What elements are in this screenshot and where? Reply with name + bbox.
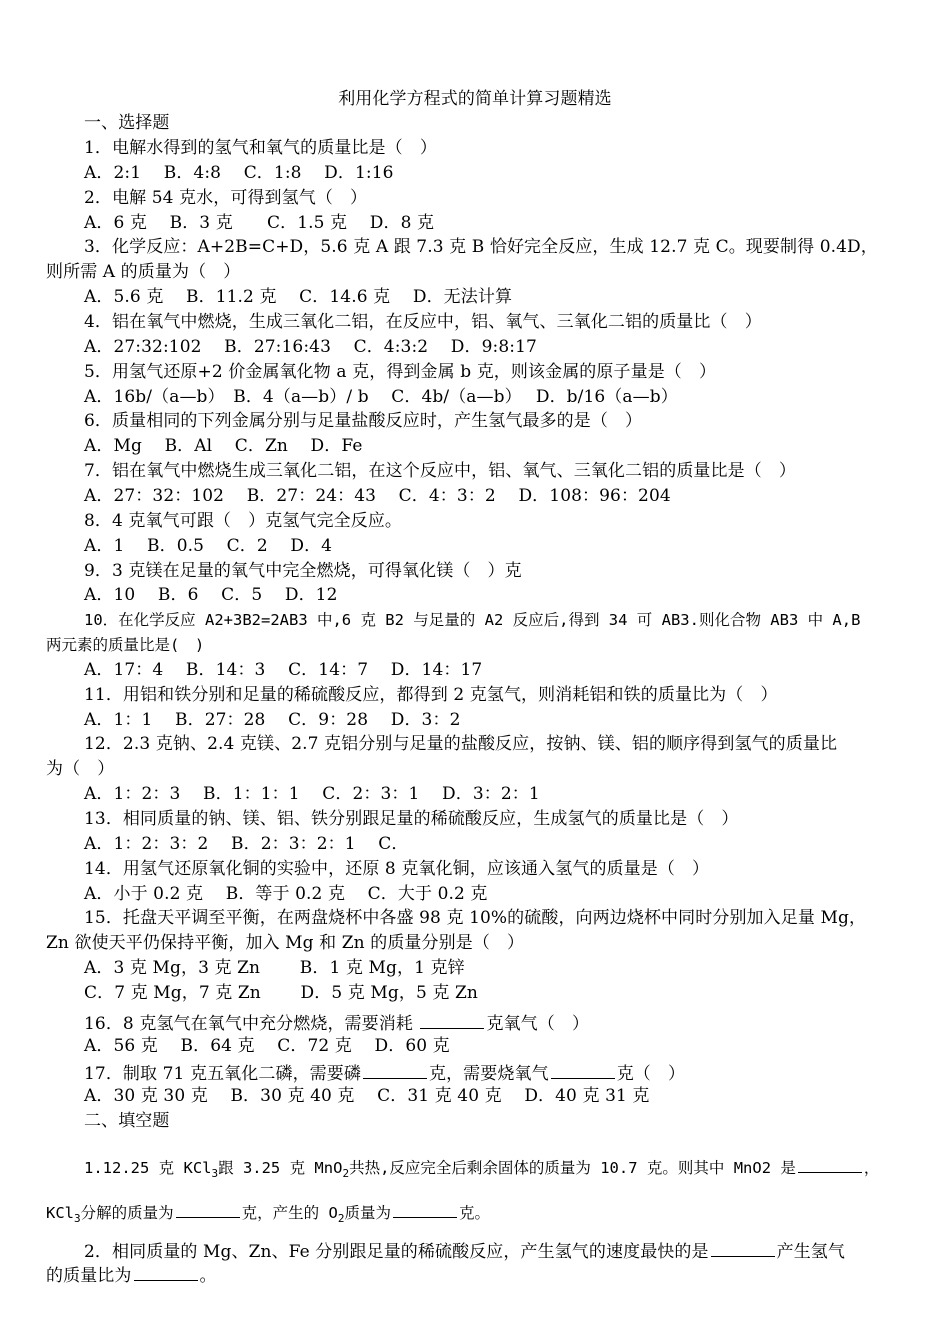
q16-text-post: 克氧气（ ） [486, 1014, 590, 1034]
question-line: C．7 克 Mg，7 克 Zn D．5 克 Mg，5 克 Zn [84, 982, 478, 1003]
q16-options: A．56 克 B．64 克 C．72 克 D．60 克 [84, 1036, 450, 1056]
document-title: 利用化学方程式的简单计算习题精选 [338, 89, 612, 109]
question-line: A．2:1 B．4:8 C．1:8 D．1:16 [84, 162, 394, 183]
question-line: A．小于 0.2 克 B．等于 0.2 克 C．大于 0.2 克 [84, 883, 488, 904]
f1-text-a: 1.12.25 克 KCl [84, 1159, 212, 1177]
question-line: 为（ ） [46, 759, 115, 780]
f2b-text-b: 。 [199, 1266, 217, 1286]
f1-text-c: 共热,反应完全后剩余固体的质量为 10.7 克。则其中 MnO2 是 [349, 1159, 796, 1177]
q17-text-post: 克（ ） [616, 1064, 686, 1084]
question-17 [84, 1060, 910, 1085]
f1-blank-2[interactable] [176, 1199, 240, 1218]
question-line: 7．铝在氧气中燃烧生成三氧化二铝，在这个反应中，铝、氧气、三氧化二铝的质量比是（ ） [84, 461, 797, 482]
question-line: 14．用氢气还原氧化铜的实验中，还原 8 克氧化铜，应该通入氢气的质量是（ ） [84, 858, 710, 879]
question-line: 12．2.3 克钠、2.4 克镁、2.7 克铝分别与足量的盐酸反应，按钠、镁、铝的顺序得到氢气的质量比 [84, 734, 838, 755]
question-line: A．5.6 克 B．11.2 克 C．14.6 克 D．无法计算 [84, 287, 513, 308]
q16-text-pre: 16．8 克氢气在氧气中充分燃烧，需要消耗 [84, 1014, 419, 1034]
f1b-text-c: 克，产生的 O [241, 1204, 338, 1222]
question-line: A．16b/（a—b） B．4（a—b）/ b C．4b/（a—b） D．b/16（a—b） [84, 386, 678, 407]
question-line: 5．用氢气还原+2 价金属氧化物 a 克，得到金属 b 克，则该金属的原子量是（ ） [84, 361, 717, 382]
section-heading-choice: 一、选择题 [84, 113, 170, 133]
question-line: 11．用铝和铁分别和足量的稀硫酸反应，都得到 2 克氢气，则消耗铝和铁的质量比为（ ） [84, 684, 778, 705]
fill-question-1-cont [46, 1199, 910, 1230]
f1-text-d: ， [863, 1159, 880, 1177]
q17-options: A．30 克 30 克 B．30 克 40 克 C．31 克 40 克 D．40 克 31 克 [84, 1086, 650, 1106]
question-line: 3．化学反应：A+2B=C+D，5.6 克 A 跟 7.3 克 B 恰好完全反应，生成 12.7 克 C。现要制得 0.4D， [84, 237, 878, 258]
f1-sub-a: 3 [211, 1167, 219, 1180]
question-line: A．10 B．6 C．5 D．12 [84, 585, 338, 606]
question-line: 1．电解水得到的氢气和氧气的质量比是（ ） [84, 138, 437, 158]
question-line: A．27:32:102 B．27:16:43 C．4:3:2 D．9:8:17 [84, 336, 537, 357]
f1b-text-d: 质量为 [344, 1204, 391, 1222]
question-line: 15．托盘天平调至平衡，在两盘烧杯中各盛 98 克 10%的硫酸，向两边烧杯中同时分别加入足量 Mg， [84, 908, 867, 929]
question-line: 9．3 克镁在足量的氧气中完全燃烧，可得氧化镁（ ）克 [84, 560, 522, 581]
question-line: A．1 B．0.5 C．2 D．4 [84, 535, 333, 556]
question-line: 4．铝在氧气中燃烧，生成三氧化二铝，在反应中，铝、氧气、三氧化二铝的质量比（ ） [84, 312, 762, 332]
f1b-sub-c: 2 [337, 1212, 345, 1225]
question-line: A．27：32：102 B．27：24：43 C．4：3：2 D．108：96：204 [84, 485, 671, 506]
question-line: A．1：1 B．27：28 C．9：28 D．3：2 [84, 709, 461, 730]
f1-text-b: 跟 3.25 克 MnO [218, 1159, 343, 1177]
f1b-sub-a: 3 [74, 1212, 81, 1225]
f1b-text-a: KCl [46, 1204, 74, 1222]
question-line: A．6 克 B．3 克 C．1.5 克 D．8 克 [84, 212, 435, 233]
q16-blank[interactable] [420, 1010, 484, 1029]
f1b-text-e: 克。 [458, 1204, 490, 1222]
question-16 [84, 1010, 910, 1035]
question-line: A．17：4 B．14：3 C．14：7 D．14：17 [84, 659, 483, 680]
question-line: 则所需 A 的质量为（ ） [46, 262, 241, 283]
question-line: 10．在化学反应 A2+3B2=2AB3 中,6 克 B2 与足量的 A2 反应后,得到 34 可 AB3.则化合物 AB3 中 A,B [84, 611, 861, 630]
f2-text-a: 2．相同质量的 Mg、Zn、Fe 分别跟足量的稀硫酸反应，产生氢气的速度最快的是 [84, 1242, 709, 1262]
f2-text-b: 产生氢气 [776, 1242, 846, 1262]
question-line: 8．4 克氧气可跟（ ）克氢气完全反应。 [84, 510, 403, 531]
f1-blank-1[interactable] [798, 1154, 862, 1173]
f1b-text-b: 分解的质量为 [80, 1204, 174, 1222]
q17-text-pre: 17．制取 71 克五氧化二磷，需要磷 [84, 1064, 361, 1084]
question-line: A．Mg B．Al C．Zn D．Fe [84, 436, 363, 457]
question-line: A．3 克 Mg，3 克 Zn B．1 克 Mg，1 克锌 [84, 958, 465, 979]
question-line: A．1：2：3：2 B．2：3：2：1 C． [84, 833, 409, 854]
fill-question-2 [84, 1238, 910, 1263]
question-line: 两元素的质量比是( ) [46, 636, 205, 654]
f1-blank-3[interactable] [393, 1199, 457, 1218]
fill-question-1 [84, 1154, 914, 1185]
question-line: 6．质量相同的下列金属分别与足量盐酸反应时，产生氢气最多的是（ ） [84, 411, 643, 432]
question-line: Zn 欲使天平仍保持平衡，加入 Mg 和 Zn 的质量分别是（ ） [46, 933, 525, 954]
f2b-text-a: 的质量比为 [46, 1266, 132, 1286]
q17-blank-2[interactable] [551, 1060, 615, 1079]
question-line: 2．电解 54 克水，可得到氢气（ ） [84, 187, 368, 208]
q17-blank-1[interactable] [363, 1060, 427, 1079]
question-line: A．1：2：3 B．1：1：1 C．2：3：1 D．3：2：1 [84, 784, 540, 805]
f2-blank-2[interactable] [134, 1262, 198, 1281]
f1-sub-b: 2 [342, 1167, 350, 1180]
fill-question-2-cont [46, 1262, 910, 1287]
f2-blank-1[interactable] [711, 1238, 775, 1257]
question-line: 13．相同质量的钠、镁、铝、铁分别跟足量的稀硫酸反应，生成氢气的质量比是（ ） [84, 809, 739, 829]
q17-text-mid: 克，需要烧氧气 [428, 1064, 549, 1084]
section-heading-fill: 二、填空题 [84, 1111, 170, 1131]
